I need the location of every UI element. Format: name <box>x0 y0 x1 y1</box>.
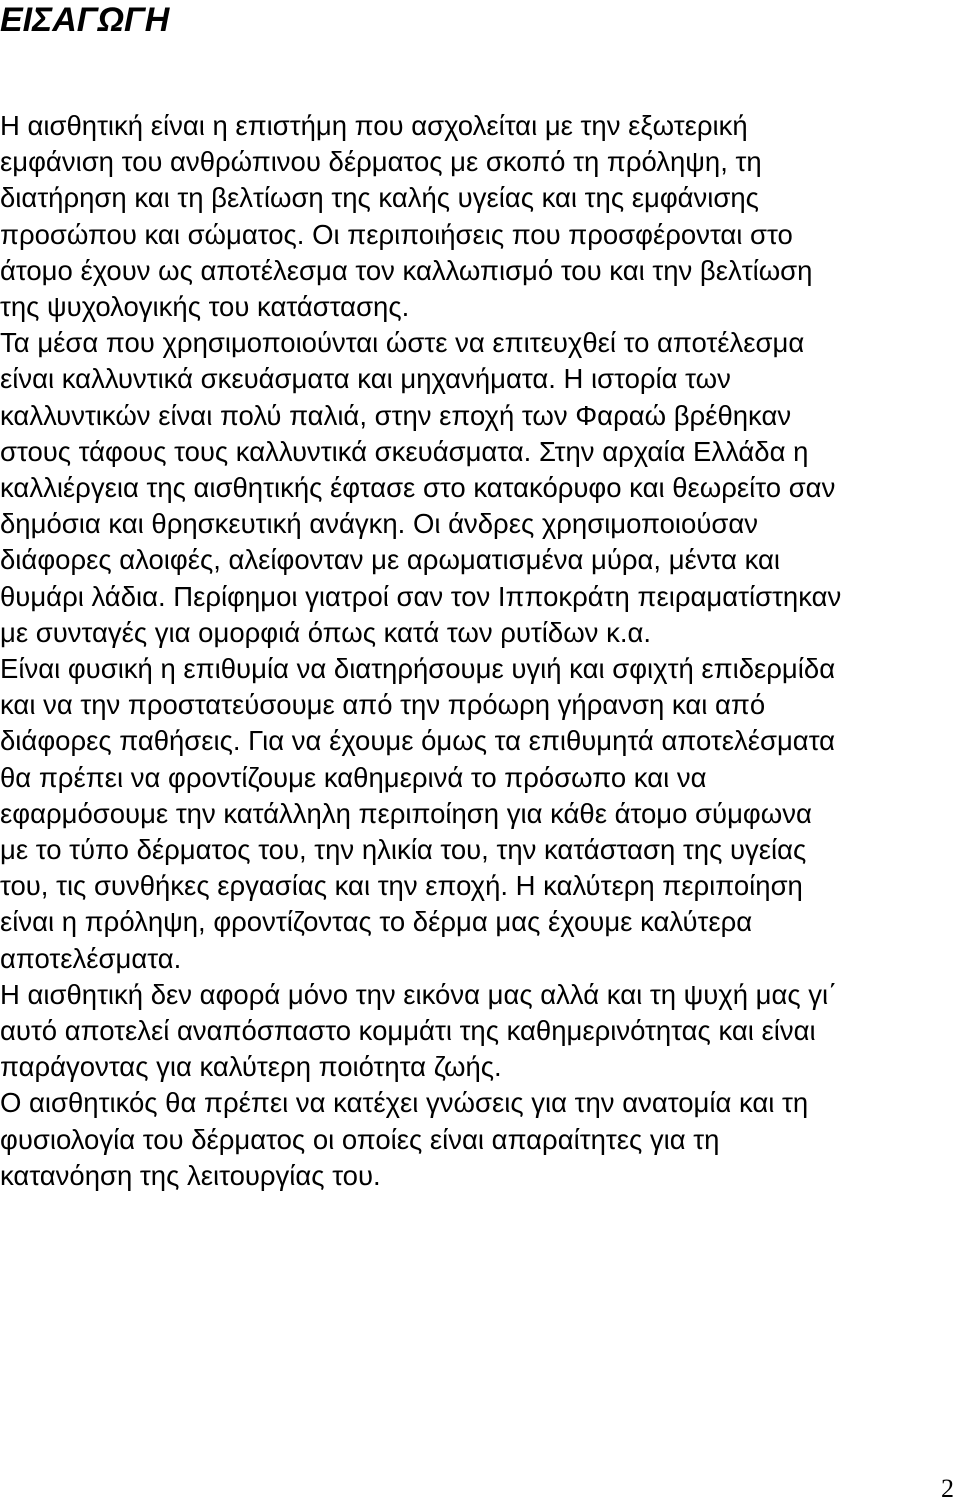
text-line: Η αισθητική δεν αφορά μόνο την εικόνα μας αλλά και τη ψυχή μας γι΄ <box>0 978 838 1010</box>
text-line: είναι καλλυντικά σκευάσματα και μηχανήματα. Η ιστορία των <box>0 363 731 395</box>
page-number: 2 <box>941 1474 954 1503</box>
text-line: καλλυντικών είναι πολύ παλιά, στην εποχή των Φαραώ βρέθηκαν <box>0 399 792 431</box>
text-line: διατήρηση και τη βελτίωση της καλής υγείας και της εμφάνισης <box>0 182 759 214</box>
text-line: με το τύπο δέρματος του, την ηλικία του, την κατάσταση της υγείας <box>0 834 807 866</box>
text-line: κατανόηση της λειτουργίας του. <box>0 1159 381 1191</box>
text-line: θα πρέπει να φροντίζουμε καθημερινά το πρόσωπο και να <box>0 761 707 793</box>
text-line: διάφορες αλοιφές, αλείφονταν με αρωματισμένα μύρα, μέντα και <box>0 544 780 576</box>
text-line: Η αισθητική είναι η επιστήμη που ασχολείται με την εξωτερική <box>0 110 748 141</box>
text-line: και να την προστατεύσουμε από την πρόωρη γήρανση και από <box>0 689 766 721</box>
text-line: της ψυχολογικής του κατάστασης. <box>0 291 410 323</box>
text-line: του, τις συνθήκες εργασίας και την εποχή. Η καλύτερη περιποίηση <box>0 870 803 902</box>
text-line: αυτό αποτελεί αναπόσπαστο κομμάτι της καθημερινότητας και είναι <box>0 1015 816 1047</box>
text-line: Τα μέσα που χρησιμοποιούνται ώστε να επιτευχθεί το αποτέλεσμα <box>0 327 805 359</box>
text-line: θυμάρι λάδια. Περίφημοι γιατροί σαν τον Ιπποκράτη πειραματίστηκαν <box>0 580 842 612</box>
text-line: εφαρμόσουμε την κατάλληλη περιποίηση για κάθε άτομο σύμφωνα <box>0 797 812 829</box>
text-line: στους τάφους τους καλλυντικά σκευάσματα. Στην αρχαία Ελλάδα η <box>0 435 809 467</box>
text-line: προσώπου και σώματος. Οι περιποιήσεις που προσφέρονται στο <box>0 218 793 250</box>
text-line: διάφορες παθήσεις. Για να έχουμε όμως τα επιθυμητά αποτελέσματα <box>0 725 836 757</box>
text-line: Ο αισθητικός θα πρέπει να κατέχει γνώσεις για την ανατομία και τη <box>0 1087 809 1119</box>
text-line: άτομο έχουν ως αποτέλεσμα τον καλλωπισμό του και την βελτίωση <box>0 254 813 286</box>
text-line: εμφάνιση του ανθρώπινου δέρματος με σκοπό τη πρόληψη, τη <box>0 146 762 178</box>
text-line: παράγοντας για καλύτερη ποιότητα ζωής. <box>0 1051 502 1083</box>
text-line: δημόσια και θρησκευτική ανάγκη. Οι άνδρες χρησιμοποιούσαν <box>0 508 758 540</box>
text-line: φυσιολογία του δέρματος οι οποίες είναι απαραίτητες για τη <box>0 1123 720 1155</box>
text-line: καλλιέργεια της αισθητικής έφτασε στο κατακόρυφο και θεωρείτο σαν <box>0 472 836 504</box>
text-line: είναι η πρόληψη, φροντίζοντας το δέρμα μας έχουμε καλύτερα <box>0 906 753 938</box>
text-line: αποτελέσματα. <box>0 942 182 974</box>
page-title: ΕΙΣΑΓΩΓΗ <box>0 1 170 39</box>
text-line: με συνταγές για ομορφιά όπως κατά των ρυτίδων κ.α. <box>0 616 652 648</box>
text-line: Είναι φυσική η επιθυμία να διατηρήσουμε υγιή και σφιχτή επιδερμίδα <box>0 653 836 685</box>
body-text <box>0 108 960 1194</box>
